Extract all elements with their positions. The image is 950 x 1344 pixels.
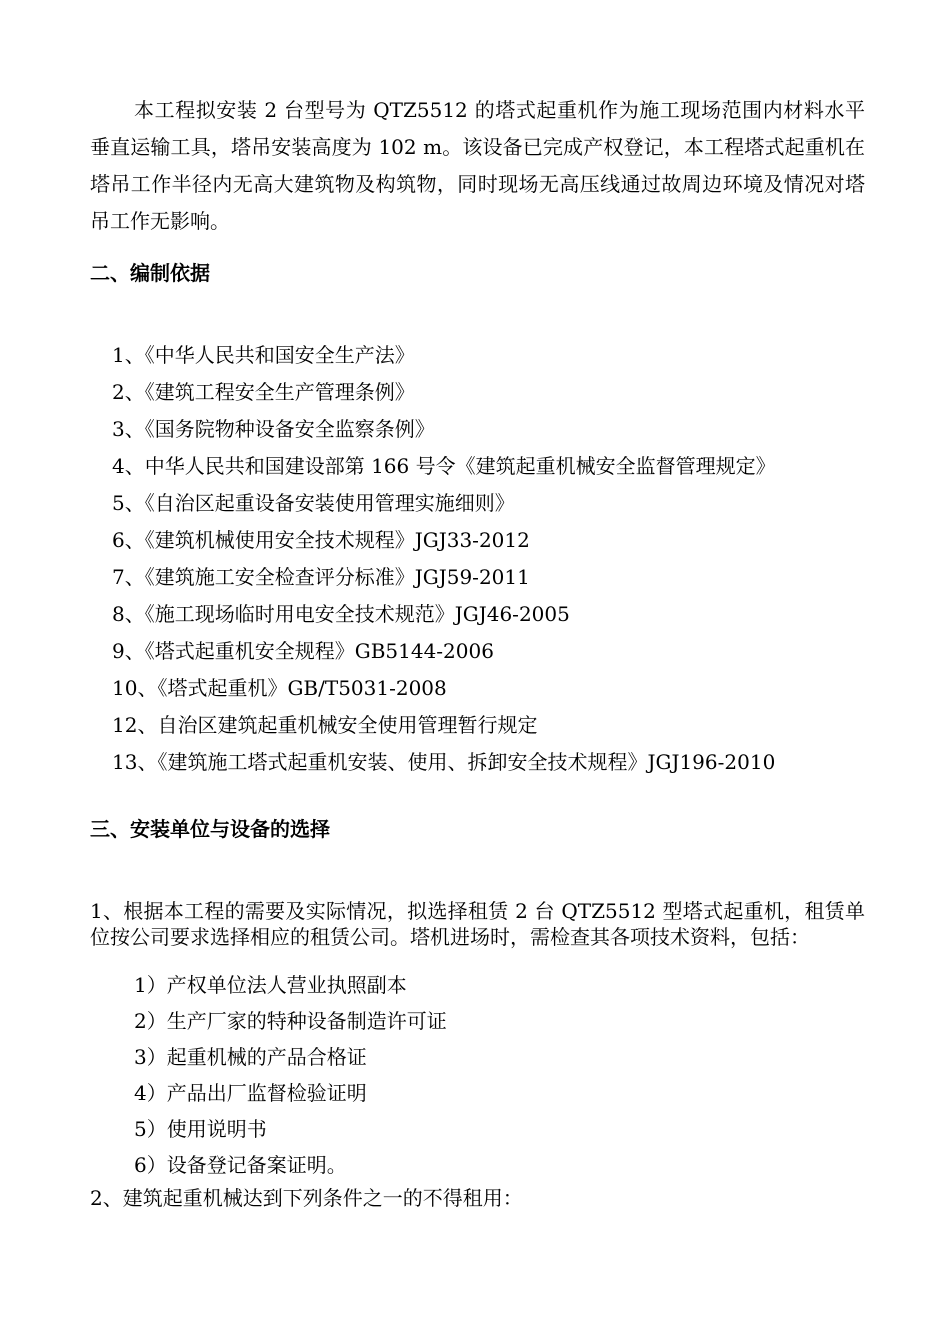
required-docs-list bbox=[134, 967, 447, 1183]
basis-item: 10、《塔式起重机》GB/T5031-2008 bbox=[112, 676, 447, 700]
doc-item: 6）设备登记备案证明。 bbox=[134, 1153, 347, 1177]
doc-item: 3）起重机械的产品合格证 bbox=[134, 1045, 367, 1069]
basis-item: 5、《自治区起重设备安装使用管理实施细则》 bbox=[112, 491, 515, 515]
doc-item: 2）生产厂家的特种设备制造许可证 bbox=[134, 1009, 447, 1033]
basis-item: 7、《建筑施工安全检查评分标准》JGJ59-2011 bbox=[112, 565, 530, 589]
rental-conditions-paragraph: 2、建筑起重机械达到下列条件之一的不得租用： bbox=[90, 1186, 523, 1210]
doc-item: 4）产品出厂监督检验证明 bbox=[134, 1081, 367, 1105]
basis-list bbox=[112, 337, 776, 781]
intro-paragraph: 本工程拟安装 2 台型号为 QTZ5512 的塔式起重机作为施工现场范围内材料水平垂直运输工具，塔吊安装高度为 102 m。该设备已完成产权登记，本工程塔式起重机在塔吊工作半径内无高大建筑物及构筑物，同时现场无高压线通过故周边环境及情况对塔吊工作无影响。 bbox=[90, 98, 865, 233]
basis-item: 9、《塔式起重机安全规程》GB5144-2006 bbox=[112, 639, 494, 663]
section-3-heading: 三、安装单位与设备的选择 bbox=[90, 817, 330, 841]
basis-item: 1、《中华人民共和国安全生产法》 bbox=[112, 343, 415, 367]
basis-item: 6、《建筑机械使用安全技术规程》JGJ33-2012 bbox=[112, 528, 530, 552]
selection-paragraph: 1、根据本工程的需要及实际情况，拟选择租赁 2 台 QTZ5512 型塔式起重机，租赁单位按公司要求选择相应的租赁公司。塔机进场时，需检查其各项技术资料，包括： bbox=[90, 899, 865, 949]
basis-item: 3、《国务院物种设备安全监察条例》 bbox=[112, 417, 435, 441]
doc-item: 5）使用说明书 bbox=[134, 1117, 267, 1141]
basis-item: 2、《建筑工程安全生产管理条例》 bbox=[112, 380, 415, 404]
basis-item: 8、《施工现场临时用电安全技术规范》JGJ46-2005 bbox=[112, 602, 570, 626]
basis-item: 13、《建筑施工塔式起重机安装、使用、拆卸安全技术规程》JGJ196-2010 bbox=[112, 750, 776, 774]
basis-item: 4、中华人民共和国建设部第 166 号令《建筑起重机械安全监督管理规定》 bbox=[112, 454, 776, 478]
basis-item: 12、自治区建筑起重机械安全使用管理暂行规定 bbox=[112, 713, 538, 737]
section-2-heading: 二、编制依据 bbox=[90, 261, 210, 285]
doc-item: 1）产权单位法人营业执照副本 bbox=[134, 973, 407, 997]
